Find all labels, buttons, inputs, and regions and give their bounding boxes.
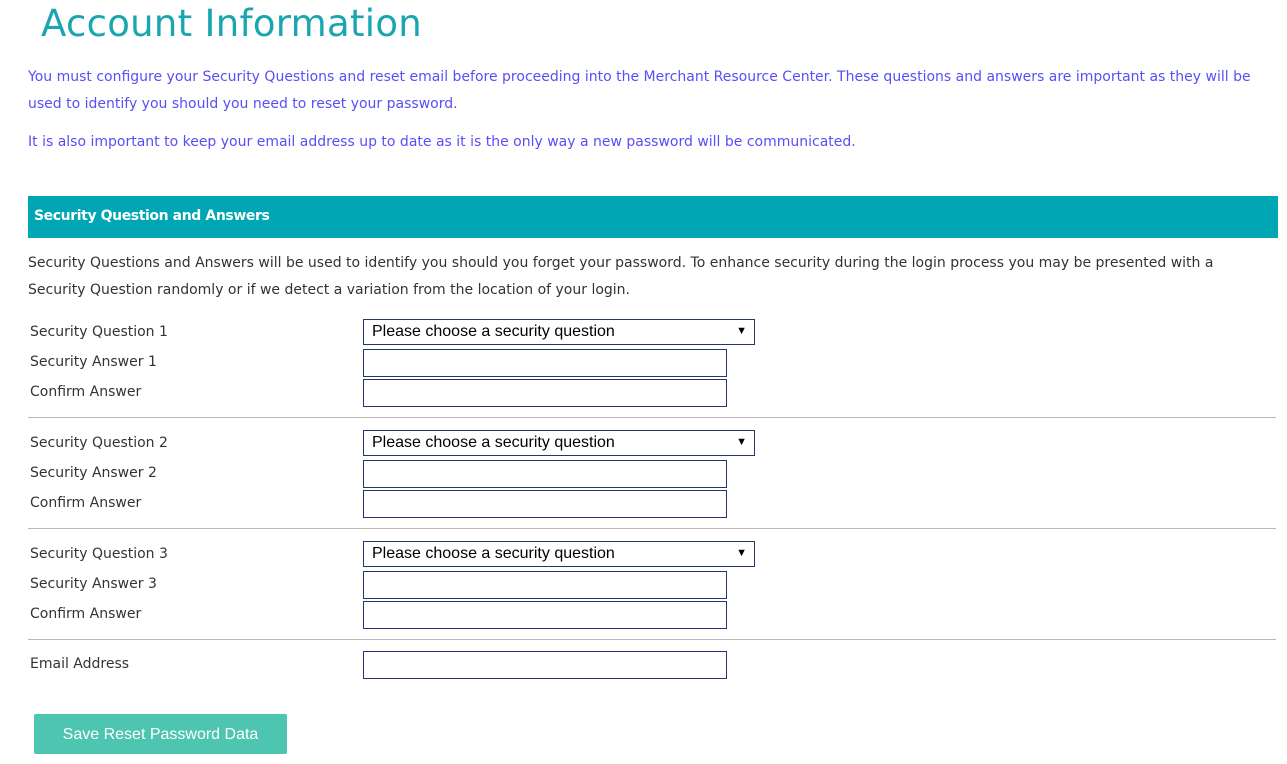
confirm-answer-3-label: Confirm Answer [30,606,142,622]
email-address-label: Email Address [30,656,130,672]
security-answer-2-input[interactable] [363,460,727,488]
section-description: Security Questions and Answers will be used to identify you should you forget your password. To enhance security during the login process you may be presented with a Security Question randomly or if we detect a variation from the location of your login. [28,255,1214,298]
divider [28,528,1276,529]
security-answer-3-input[interactable] [363,571,727,599]
security-question-1-select[interactable] [363,319,755,345]
divider [28,417,1276,418]
save-reset-password-button[interactable]: Save Reset Password Data [34,714,287,754]
security-question-2-label: Security Question 2 [30,435,168,451]
confirm-answer-2-input[interactable] [363,490,727,518]
section-header [28,196,1278,238]
confirm-answer-3-input[interactable] [363,601,727,629]
security-question-2-select[interactable] [363,430,755,456]
page-title: Account Information [41,2,423,45]
security-answer-1-input[interactable] [363,349,727,377]
security-question-1-label: Security Question 1 [30,324,168,340]
security-question-2-value: Please choose a security question [372,434,615,451]
security-answer-2-label: Security Answer 2 [30,465,157,481]
security-question-3-value: Please choose a security question [372,545,615,562]
security-question-3-select[interactable] [363,541,755,567]
triangle-down-icon: ▼ [736,325,747,337]
security-answer-3-label: Security Answer 3 [30,576,157,592]
intro-paragraph-email: It is also important to keep your email address up to date as it is the only way a new password will be communicated. [28,134,856,150]
confirm-answer-1-label: Confirm Answer [30,384,142,400]
intro-paragraph-security: You must configure your Security Questions and reset email before proceeding into the Merchant Resource Center. These questions and answers are important as they will be used to identify you should you need to reset your password. [28,69,1251,112]
email-address-input[interactable] [363,651,727,679]
security-answer-1-label: Security Answer 1 [30,354,157,370]
confirm-answer-2-label: Confirm Answer [30,495,142,511]
section-header-title: Security Question and Answers [34,208,270,224]
confirm-answer-1-input[interactable] [363,379,727,407]
triangle-down-icon: ▼ [736,436,747,448]
security-question-3-label: Security Question 3 [30,546,168,562]
triangle-down-icon: ▼ [736,547,747,559]
security-question-1-value: Please choose a security question [372,323,615,340]
divider [28,639,1276,640]
